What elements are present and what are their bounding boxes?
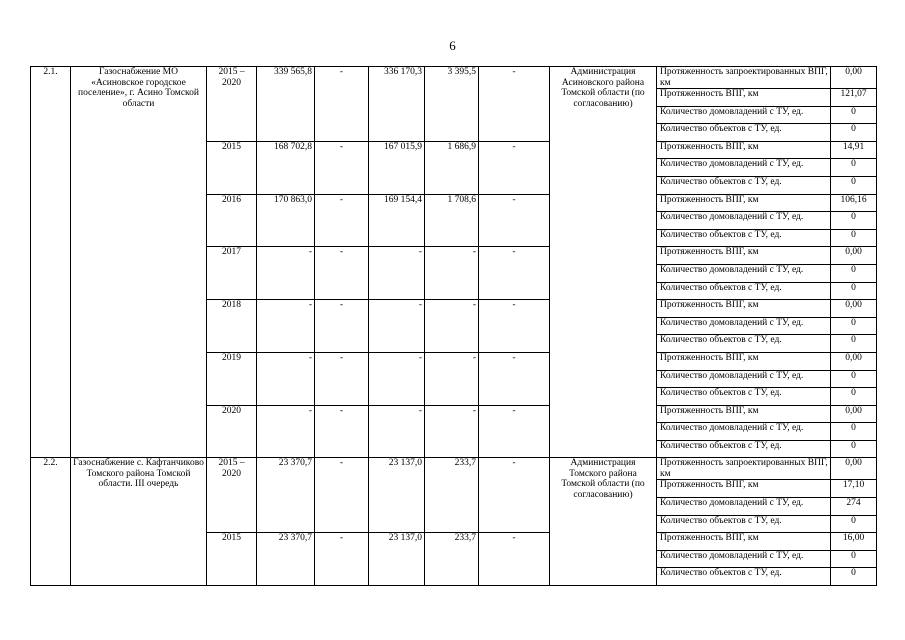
section-number: 2.1.: [31, 67, 71, 458]
indicator-value: 0,00: [831, 458, 877, 480]
year-cell: 2015: [207, 141, 257, 194]
regional-amount: 336 170,3: [369, 67, 425, 142]
federal-amount: -: [315, 405, 369, 458]
indicator-name: Количество объектов с ТУ, ед.: [657, 388, 831, 406]
regional-amount: 169 154,4: [369, 194, 425, 247]
indicator-name: Количество домовладений с ТУ, ед.: [657, 370, 831, 388]
regional-amount: 23 137,0: [369, 458, 425, 533]
indicator-value: 0: [831, 264, 877, 282]
other-amount: -: [479, 533, 550, 586]
indicator-value: 0: [831, 159, 877, 177]
other-amount: -: [479, 141, 550, 194]
other-amount: -: [479, 194, 550, 247]
indicator-value: 16,00: [831, 533, 877, 551]
year-cell: 2020: [207, 405, 257, 458]
indicator-name: Протяженность ВПГ, км: [657, 405, 831, 423]
indicator-value: 0: [831, 423, 877, 441]
other-amount: -: [479, 300, 550, 353]
total-amount: 23 370,7: [257, 458, 315, 533]
indicator-name: Количество объектов с ТУ, ед.: [657, 229, 831, 247]
federal-amount: -: [315, 67, 369, 142]
indicator-name: Количество объектов с ТУ, ед.: [657, 335, 831, 353]
other-amount: -: [479, 352, 550, 405]
federal-amount: -: [315, 194, 369, 247]
total-amount: 170 863,0: [257, 194, 315, 247]
indicator-name: Протяженность ВПГ, км: [657, 247, 831, 265]
indicator-value: 106,16: [831, 194, 877, 212]
indicator-name: Количество домовладений с ТУ, ед.: [657, 423, 831, 441]
indicator-value: 0: [831, 568, 877, 586]
indicator-name: Протяженность ВПГ, км: [657, 300, 831, 318]
total-amount: 168 702,8: [257, 141, 315, 194]
table-row: [31, 67, 877, 89]
indicator-name: Количество домовладений с ТУ, ед.: [657, 212, 831, 230]
table-row: [31, 458, 877, 480]
federal-amount: -: [315, 352, 369, 405]
other-amount: -: [479, 458, 550, 533]
federal-amount: -: [315, 458, 369, 533]
regional-amount: -: [369, 300, 425, 353]
indicator-name: Протяженность ВПГ, км: [657, 194, 831, 212]
program-table: [30, 66, 877, 586]
indicator-value: 121,07: [831, 89, 877, 107]
indicator-value: 0: [831, 124, 877, 142]
section-name: Газоснабжение МО «Асиновское городское поселение», г. Асино Томской области: [71, 67, 207, 458]
indicator-name: Количество домовладений с ТУ, ед.: [657, 159, 831, 177]
indicator-value: 0: [831, 176, 877, 194]
indicator-name: Количество объектов с ТУ, ед.: [657, 440, 831, 458]
year-cell: 2015 – 2020: [207, 67, 257, 142]
local-amount: 3 395,5: [425, 67, 479, 142]
local-amount: -: [425, 352, 479, 405]
indicator-value: 0,00: [831, 352, 877, 370]
year-cell: 2015 – 2020: [207, 458, 257, 533]
indicator-name: Количество объектов с ТУ, ед.: [657, 568, 831, 586]
total-amount: 339 565,8: [257, 67, 315, 142]
section-name: Газоснабжение с. Кафтанчиково Томского района Томской области. III очередь: [71, 458, 207, 586]
local-amount: -: [425, 247, 479, 300]
local-amount: 1 708,6: [425, 194, 479, 247]
indicator-value: 0: [831, 212, 877, 230]
year-cell: 2019: [207, 352, 257, 405]
indicator-value: 0: [831, 550, 877, 568]
regional-amount: 23 137,0: [369, 533, 425, 586]
local-amount: -: [425, 405, 479, 458]
indicator-name: Протяженность запроектированных ВПГ, км: [657, 458, 831, 480]
regional-amount: -: [369, 247, 425, 300]
indicator-name: Протяженность ВПГ, км: [657, 533, 831, 551]
total-amount: -: [257, 352, 315, 405]
regional-amount: -: [369, 405, 425, 458]
local-amount: 1 686,9: [425, 141, 479, 194]
year-cell: 2016: [207, 194, 257, 247]
executor-cell: Администрация Асиновского района Томской области (по согласованию): [550, 67, 657, 458]
indicator-name: Количество домовладений с ТУ, ед.: [657, 106, 831, 124]
year-cell: 2017: [207, 247, 257, 300]
executor-cell: Администрация Томского района Томской области (по согласованию): [550, 458, 657, 586]
page-number: 6: [449, 38, 456, 53]
other-amount: -: [479, 247, 550, 300]
indicator-name: Количество объектов с ТУ, ед.: [657, 176, 831, 194]
other-amount: -: [479, 405, 550, 458]
indicator-name: Протяженность ВПГ, км: [657, 352, 831, 370]
indicator-value: 274: [831, 498, 877, 516]
local-amount: -: [425, 300, 479, 353]
federal-amount: -: [315, 533, 369, 586]
local-amount: 233,7: [425, 458, 479, 533]
indicator-value: 0: [831, 335, 877, 353]
year-cell: 2018: [207, 300, 257, 353]
indicator-value: 0,00: [831, 247, 877, 265]
indicator-value: 17,10: [831, 480, 877, 498]
indicator-value: 0,00: [831, 67, 877, 89]
federal-amount: -: [315, 141, 369, 194]
indicator-value: 14,91: [831, 141, 877, 159]
indicator-name: Протяженность ВПГ, км: [657, 480, 831, 498]
indicator-name: Количество домовладений с ТУ, ед.: [657, 317, 831, 335]
local-amount: 233,7: [425, 533, 479, 586]
regional-amount: 167 015,9: [369, 141, 425, 194]
indicator-value: 0: [831, 106, 877, 124]
indicator-value: 0: [831, 370, 877, 388]
indicator-name: Протяженность ВПГ, км: [657, 141, 831, 159]
indicator-value: 0,00: [831, 300, 877, 318]
federal-amount: -: [315, 300, 369, 353]
indicator-name: Протяженность запроектированных ВПГ, км: [657, 67, 831, 89]
indicator-value: 0: [831, 282, 877, 300]
indicator-name: Количество домовладений с ТУ, ед.: [657, 550, 831, 568]
other-amount: -: [479, 67, 550, 142]
indicator-value: 0: [831, 388, 877, 406]
indicator-name: Количество объектов с ТУ, ед.: [657, 124, 831, 142]
indicator-value: 0,00: [831, 405, 877, 423]
indicator-value: 0: [831, 440, 877, 458]
indicator-name: Количество домовладений с ТУ, ед.: [657, 264, 831, 282]
indicator-name: Протяженность ВПГ, км: [657, 89, 831, 107]
indicator-name: Количество объектов с ТУ, ед.: [657, 515, 831, 533]
federal-amount: -: [315, 247, 369, 300]
total-amount: -: [257, 247, 315, 300]
indicator-name: Количество объектов с ТУ, ед.: [657, 282, 831, 300]
indicator-value: 0: [831, 317, 877, 335]
indicator-name: Количество домовладений с ТУ, ед.: [657, 498, 831, 516]
total-amount: 23 370,7: [257, 533, 315, 586]
indicator-value: 0: [831, 515, 877, 533]
section-number: 2.2.: [31, 458, 71, 586]
regional-amount: -: [369, 352, 425, 405]
total-amount: -: [257, 300, 315, 353]
year-cell: 2015: [207, 533, 257, 586]
indicator-value: 0: [831, 229, 877, 247]
total-amount: -: [257, 405, 315, 458]
